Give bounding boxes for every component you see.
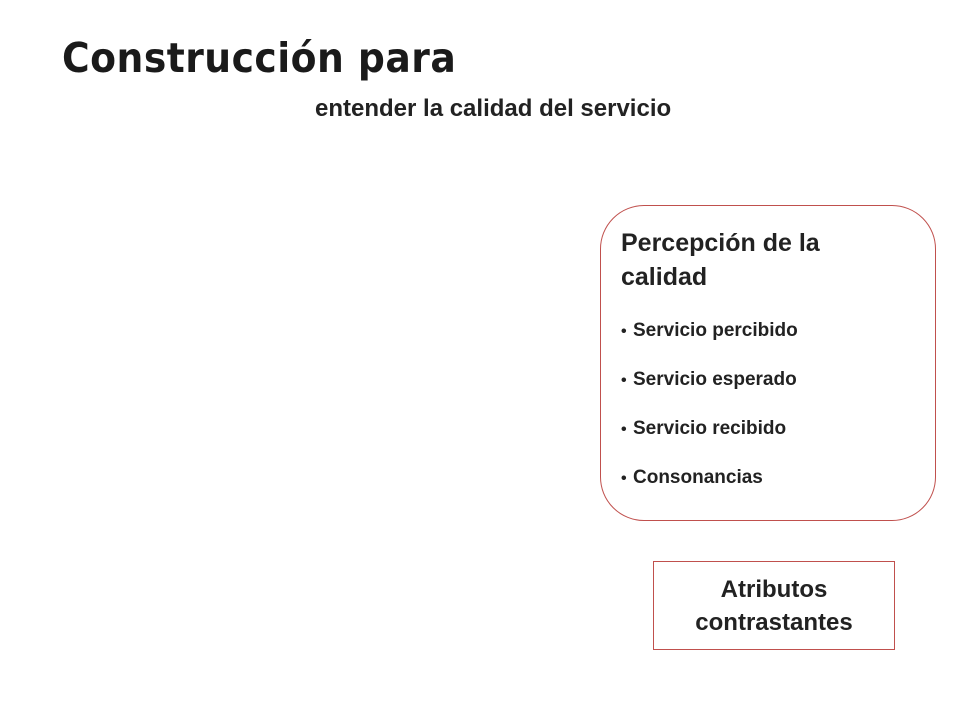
list-item-label: Servicio percibido: [633, 320, 798, 341]
list-item: [621, 463, 798, 512]
perception-bullet-list: [621, 316, 798, 512]
slide-title: Construcción para: [62, 34, 457, 82]
attributes-box: [653, 561, 895, 650]
list-item: [621, 365, 798, 414]
bullet-icon: •: [621, 323, 627, 340]
bullet-icon: •: [621, 421, 627, 438]
list-item-label: Consonancias: [633, 467, 763, 488]
bullet-icon: •: [621, 372, 627, 389]
list-item-label: Servicio recibido: [633, 418, 787, 439]
list-item: [621, 414, 798, 463]
perception-quality-box: [600, 205, 936, 521]
list-item: [621, 316, 798, 365]
list-item-label: Servicio esperado: [633, 369, 797, 390]
bullet-icon: •: [621, 470, 627, 487]
attributes-box-label: Atributos contrastantes: [695, 575, 853, 636]
perception-box-title: Percepción de la calidad: [621, 229, 820, 291]
slide-subtitle: entender la calidad del servicio: [315, 95, 672, 122]
